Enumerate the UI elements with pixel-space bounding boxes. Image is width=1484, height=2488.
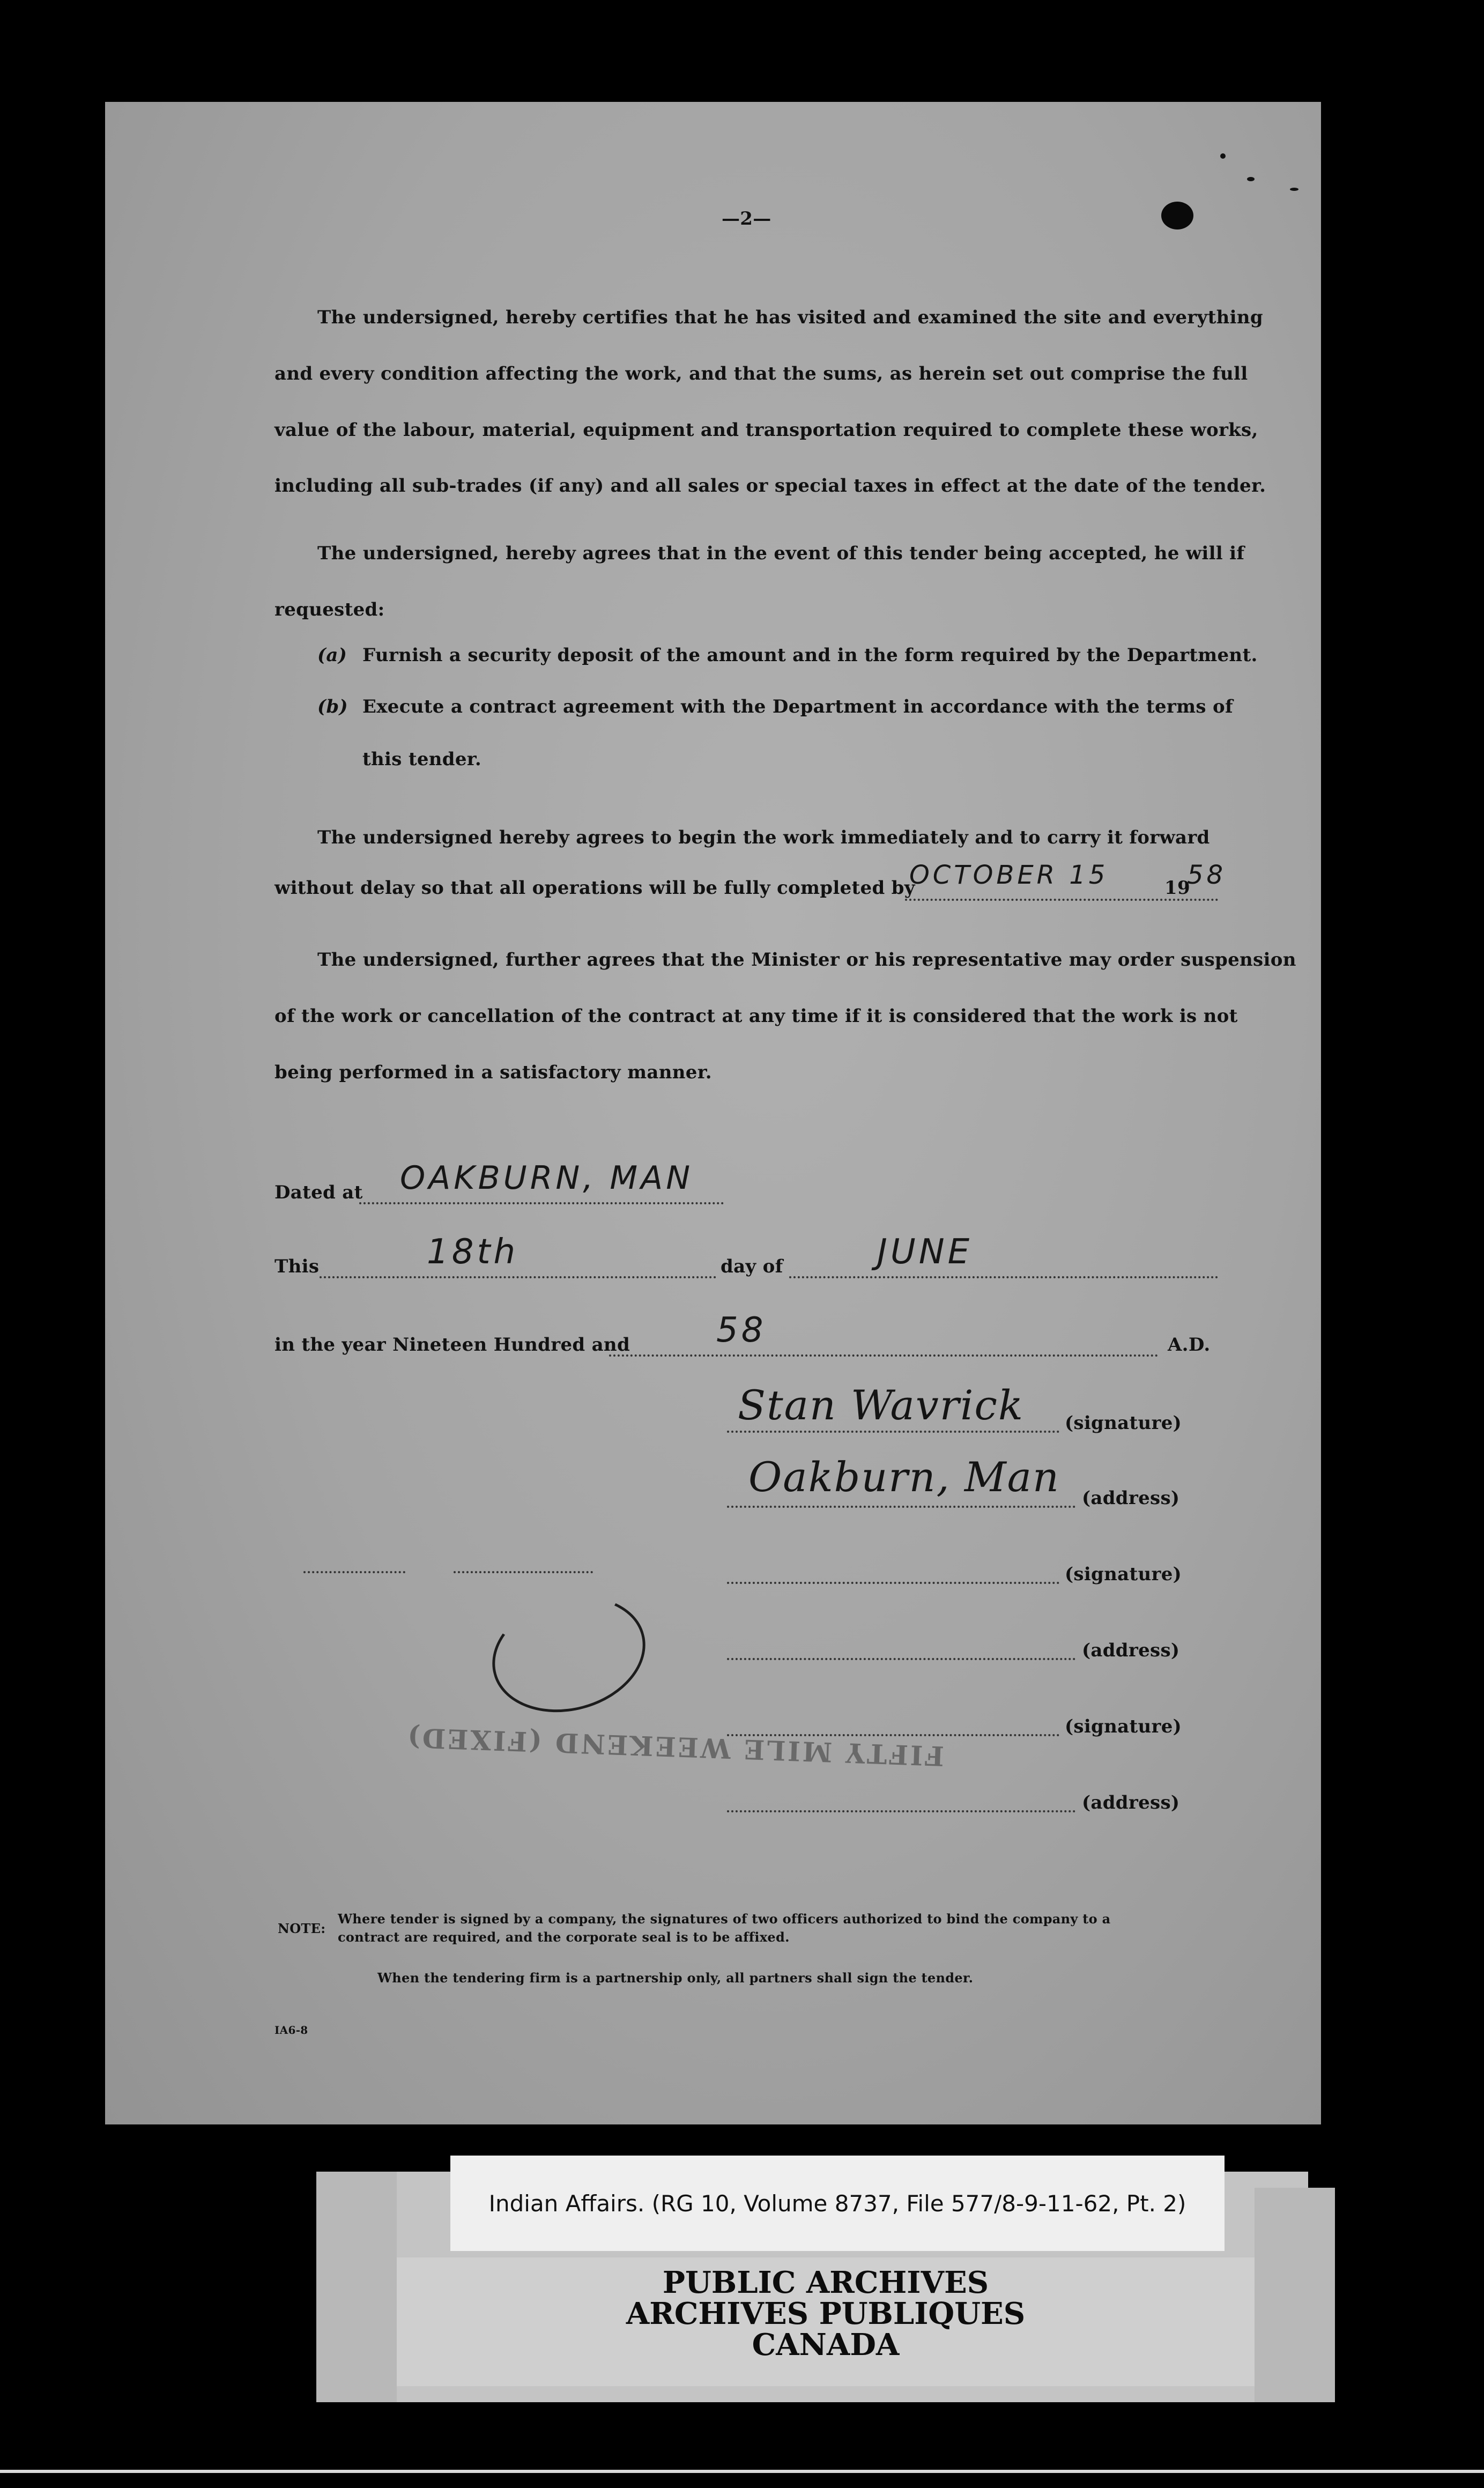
item-a-marker: (a) [317, 645, 347, 666]
suspension-line-3: being performed in a satisfactory manner. [274, 1062, 712, 1083]
signature-line-1 [727, 1431, 1059, 1433]
address-value: Oakburn, Man [748, 1453, 1060, 1501]
mount-clip-left [316, 2172, 397, 2402]
faded-stamp: FIFTY MILE WEEKEND (FIXED) [405, 1721, 945, 1772]
completion-year: 58 [1187, 860, 1227, 890]
day-line [320, 1276, 716, 1278]
agree-intro-line-1: The undersigned, hereby agrees that in the event of this tender being accepted, he will if [317, 543, 1245, 564]
address-line-1 [727, 1506, 1075, 1508]
plaque-line-3: CANADA [752, 2327, 900, 2363]
punch-hole [1161, 202, 1193, 229]
suspension-line-1: The undersigned, further agrees that the Minister or his representative may order suspension [317, 949, 1296, 971]
address-line-3 [727, 1810, 1075, 1812]
page-number: —2— [722, 208, 771, 229]
certify-line-2: and every condition affecting the work, and that the sums, as herein set out comprise the full [274, 363, 1248, 384]
year-label: in the year Nineteen Hundred and [274, 1334, 630, 1356]
year-value: 58 [716, 1310, 767, 1350]
completion-date: OCTOBER 15 [909, 860, 1109, 890]
note-line-3: When the tendering firm is a partnership only, all partners shall sign the tender. [377, 1970, 974, 1986]
plaque-line-2: ARCHIVES PUBLIQUES [626, 2296, 1026, 2331]
archive-plaque [397, 2257, 1255, 2386]
day-of-label: day of [721, 1256, 783, 1277]
form-code: IA6-8 [274, 2024, 308, 2037]
item-a-text: Furnish a security deposit of the amount and in the form required by the Department. [362, 645, 1258, 666]
item-b-text-1: Execute a contract agreement with the Department in accordance with the terms of [362, 696, 1233, 717]
archive-reference-text: Indian Affairs. (RG 10, Volume 8737, File 577/8-9-11-62, Pt. 2) [488, 2190, 1186, 2217]
speck [1247, 177, 1255, 181]
speck [1220, 153, 1226, 159]
seal-dots [303, 1571, 405, 1573]
completion-year-prefix: 19 [1164, 877, 1190, 899]
begin-line-1: The undersigned hereby agrees to begin the work immediately and to carry it forward [317, 827, 1210, 848]
certify-line-4: including all sub-trades (if any) and all sales or special taxes in effect at the date of the tender. [274, 475, 1266, 497]
year-line [609, 1354, 1158, 1357]
archive-reference-label [450, 2156, 1225, 2251]
this-label: This [274, 1256, 320, 1277]
certify-line-1: The undersigned, hereby certifies that he has visited and examined the site and everything [317, 307, 1263, 328]
address-label-1: (address) [1082, 1487, 1180, 1509]
begin-line-2: without delay so that all operations will be fully completed by [274, 877, 915, 899]
address-label-2: (address) [1082, 1640, 1180, 1661]
signature-label-1: (signature) [1065, 1412, 1182, 1434]
dated-at-place: OAKBURN, MAN [400, 1159, 694, 1197]
speck [1290, 188, 1299, 191]
signature-label-2: (signature) [1065, 1564, 1182, 1585]
item-b-marker: (b) [317, 696, 348, 717]
film-edge-line [0, 2470, 1484, 2473]
day-value: 18th [427, 1232, 519, 1272]
signature-label-3: (signature) [1065, 1716, 1182, 1737]
signature-value: Stan Wavrick [738, 1381, 1025, 1429]
note-line-1: Where tender is signed by a company, the signatures of two officers authorized to bind the company to a [338, 1911, 1111, 1927]
address-line-2 [727, 1658, 1075, 1660]
mount-clip-right [1255, 2188, 1335, 2402]
note-line-2: contract are required, and the corporate seal is to be affixed. [338, 1929, 790, 1945]
month-line [789, 1276, 1218, 1278]
item-b-text-2: this tender. [362, 749, 482, 770]
seal-dots [454, 1571, 593, 1573]
dated-at-line [359, 1202, 724, 1204]
address-label-3: (address) [1082, 1792, 1180, 1813]
certify-line-3: value of the labour, material, equipment and transportation required to complete these works, [274, 419, 1258, 441]
signature-line-3 [727, 1734, 1059, 1736]
seal-circle-mark [479, 1580, 658, 1729]
agree-intro-line-2: requested: [274, 599, 385, 620]
month-value: JUNE [877, 1232, 973, 1272]
suspension-line-2: of the work or cancellation of the contract at any time if it is considered that the work is not [274, 1005, 1238, 1027]
ad-label: A.D. [1168, 1334, 1211, 1356]
dated-at-label: Dated at [274, 1182, 363, 1203]
plaque-line-1: PUBLIC ARCHIVES [662, 2265, 989, 2300]
note-label: NOTE: [278, 1921, 326, 1936]
completion-date-line [905, 899, 1218, 901]
document-page [105, 102, 1321, 2124]
signature-line-2 [727, 1582, 1059, 1584]
